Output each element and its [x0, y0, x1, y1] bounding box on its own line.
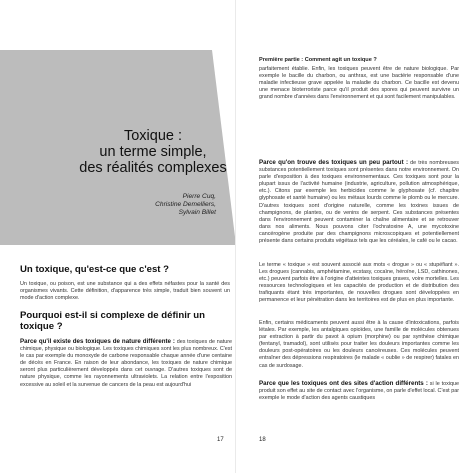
chapter-title-line-3: des réalités complexes: [79, 160, 227, 176]
chapter-title-line-1: Toxique :: [123, 128, 183, 144]
heading-intro: Un toxique, qu'est-ce que c'est ?: [20, 264, 170, 275]
left-page: [0, 0, 236, 473]
paragraph-medicaments: Enfin, certains médicaments peuvent aussi être à la cause d'intoxications, parfois létales. Par exemple, les antalgiques opioïdes, une famille de molécules obtenues par extraction à partir du pavot à opium (morphine) ou par synthèse chimique (fentanyl, tramadol), sont utilisés pour traiter les douleurs importantes comme les douleurs post-opératoires ou les douleurs cancéreuses. Ces molécules peuvent entraîner des dépressions respiratoires (le malade « oublie » de respirer) fatales en cas de surdosage.: [259, 320, 459, 369]
author-2: Christine Demelliers,: [155, 201, 216, 209]
intro-paragraph: Un toxique, ou poison, est une substance qui a des effets néfastes pour la santé des organismes vivants. Cette définition, d'apparence très simple, traduit bien souvent un mode d'action complexe.: [20, 281, 230, 302]
paragraph-un-peu-partout: [259, 159, 459, 259]
paragraph-drogues: Le terme « toxique » est souvent associé aux mots « drogue » ou « stupéfiant ». Les drogues (cannabis, amphétamine, ecstasy, cocaïne, héroïne, LSD, cathinones, etc.) peuvent parfois être à l'origine d'atteintes toxiques graves, voire mortelles. Les ressources technologiques et les capacités de production et de distribution des trafiquants étant très importantes, de nouvelles drogues sont développées en permanence et leur pénétration dans les territoires est de plus en plus importante.: [259, 262, 459, 304]
paragraph-lead-bold: Parce que les toxiques ont des sites d'action différents :: [259, 380, 428, 387]
paragraph-body: des toxiques de nature chimique, physique ou biologique. Les toxiques chimiques sont les plus nombreux. C'est le cas par exemple du monoxyde de carbone responsable chaque année d'une centaine de décès en France. En raison de leur abondance, les toxiques de nature chimique seront plus particulièrement développés dans cet ouvrage. D'autres toxiques sont de nature physique, comme les rayonnements ultraviolets. La relation entre l'exposition excessive au soleil et la survenue de cancers de la peau est aujourd'hui: [20, 339, 232, 388]
author-1: Pierre Cuq,: [182, 193, 216, 200]
authors: [96, 193, 216, 218]
chapter-title-line-2: un terme simple,: [99, 144, 207, 160]
paragraph-biologique: parfaitement établie. Enfin, les toxiques peuvent être de nature biologique. Par exemple le bacille du charbon, ou anthrax, est une bactérie responsable d'une maladie infectieuse grave appelée la maladie du charbon. Ce bacille est devenu une menace bioterroriste parce qu'il produit des spores qui peuvent survivre un grand nombre d'années dans l'environnement et qui sont facilement manipulables.: [259, 66, 459, 101]
author-3: Sylvain Billet: [178, 209, 216, 217]
chapter-title: [78, 128, 228, 176]
running-head: Première partie : Comment agit un toxique ?: [259, 57, 377, 63]
paragraph-nature-differente: [20, 338, 232, 424]
page-number-right: 18: [259, 437, 266, 443]
paragraph-lead-bold: Parce qu'il existe des toxiques de nature différente :: [20, 338, 175, 345]
paragraph-body: si le toxique produit son effet au site de contact avec l'organisme, on parle d'effet local. C'est par exemple le mode d'action des agents caustiques: [259, 381, 459, 402]
paragraph-body: de très nombreuses substances potentiellement toxiques sont présentes dans notre environnement. On parle d'exposition à des toxiques environnementaux. Ces toxiques sont pour la plupart issus de l'activité humaine (industrie, agriculture, pollution atmosphérique, etc.). Citons par exemple les herbicides comme le glyphosate (cf. chapitre glyphosate et santé humaine) ou les métaux lourds comme le plomb ou le mercure. D'autres toxiques sont d'origine naturelle, comme les toxines issues de champignons, de plantes, ou de venins de serpent. Ces substances présentes dans l'environnement peuvent contaminer la chaîne alimentaire et se retrouver dans nos aliments. Nous pouvons citer l'ochratoxine A, une mycotoxine cancérogène produite par des champignons microscopiques et potentiellement présente dans certains produits végétaux tels que les céréales, le café ou le cacao.: [259, 160, 459, 245]
heading-pourquoi: Pourquoi est-il si complexe de définir un toxique ?: [20, 310, 205, 333]
page-number-left: 17: [217, 437, 224, 443]
paragraph-lead-bold: Parce qu'on trouve des toxiques un peu partout :: [259, 159, 409, 166]
paragraph-sites-action: [259, 380, 459, 402]
